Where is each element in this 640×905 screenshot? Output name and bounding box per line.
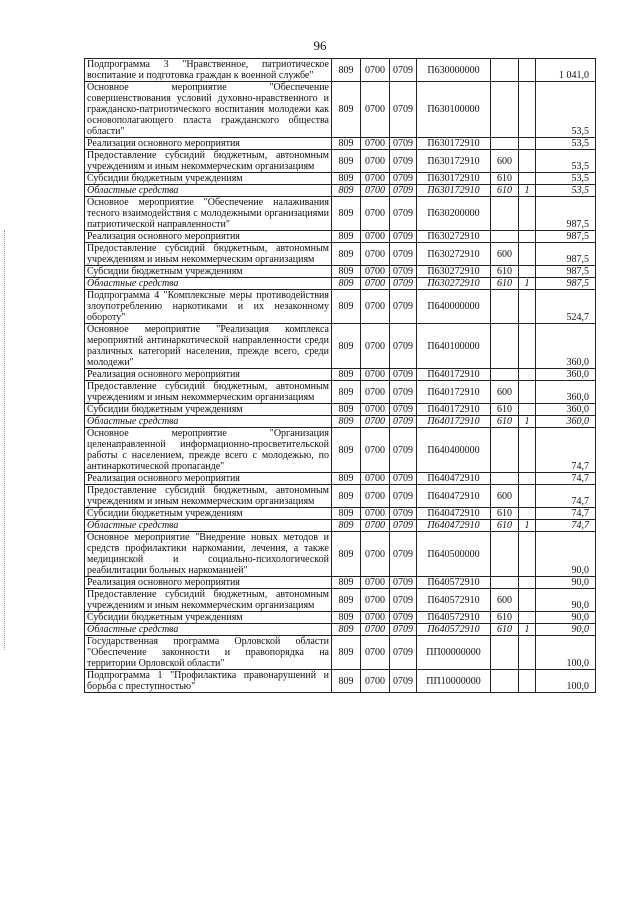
ved-code: 809	[332, 473, 361, 485]
target-article-code: П640100000	[417, 324, 491, 369]
row-name: Реализация основного мероприятия	[85, 473, 332, 485]
target-article-code: П630172910	[417, 138, 491, 150]
section-code: 0700	[361, 532, 390, 577]
section-code: 0700	[361, 369, 390, 381]
subsection-code: 0709	[390, 485, 417, 508]
section-code: 0700	[361, 173, 390, 185]
funding-source-code	[519, 577, 536, 589]
target-article-code: П640472910	[417, 473, 491, 485]
target-article-code: П630172910	[417, 150, 491, 173]
amount: 987,5	[536, 278, 596, 290]
section-code: 0700	[361, 381, 390, 404]
ved-code: 809	[332, 266, 361, 278]
ved-code: 809	[332, 82, 361, 138]
funding-source-code	[519, 381, 536, 404]
row-name: Предоставление субсидий бюджетным, автономным учреждениям и иным некоммерческим организациям	[85, 381, 332, 404]
subsection-code: 0709	[390, 82, 417, 138]
ved-code: 809	[332, 589, 361, 612]
subsection-code: 0709	[390, 278, 417, 290]
target-article-code: П640472910	[417, 520, 491, 532]
expense-type-code	[491, 231, 519, 243]
amount: 90,0	[536, 589, 596, 612]
amount: 90,0	[536, 532, 596, 577]
section-code: 0700	[361, 231, 390, 243]
table-row	[85, 290, 596, 324]
table-row	[85, 577, 596, 589]
target-article-code: П640172910	[417, 381, 491, 404]
expense-type-code: 600	[491, 381, 519, 404]
table-row	[85, 473, 596, 485]
ved-code: 809	[332, 290, 361, 324]
target-article-code: П640172910	[417, 369, 491, 381]
subsection-code: 0709	[390, 243, 417, 266]
funding-source-code: 1	[519, 520, 536, 532]
funding-source-code	[519, 59, 536, 82]
ved-code: 809	[332, 577, 361, 589]
subsection-code: 0709	[390, 231, 417, 243]
table-row	[85, 185, 596, 197]
subsection-code: 0709	[390, 290, 417, 324]
table-row	[85, 589, 596, 612]
section-code: 0700	[361, 278, 390, 290]
section-code: 0700	[361, 243, 390, 266]
subsection-code: 0709	[390, 612, 417, 624]
funding-source-code	[519, 290, 536, 324]
section-code: 0700	[361, 624, 390, 636]
subsection-code: 0709	[390, 404, 417, 416]
ved-code: 809	[332, 243, 361, 266]
amount: 360,0	[536, 381, 596, 404]
row-name: Областные средства	[85, 520, 332, 532]
amount: 74,7	[536, 428, 596, 473]
table-row	[85, 532, 596, 577]
subsection-code: 0709	[390, 138, 417, 150]
section-code: 0700	[361, 197, 390, 231]
amount: 100,0	[536, 636, 596, 670]
funding-source-code: 1	[519, 185, 536, 197]
target-article-code: П640572910	[417, 612, 491, 624]
subsection-code: 0709	[390, 624, 417, 636]
target-article-code: ПП00000000	[417, 636, 491, 670]
ved-code: 809	[332, 138, 361, 150]
target-article-code: П640572910	[417, 589, 491, 612]
target-article-code: П630272910	[417, 231, 491, 243]
row-name: Основное мероприятие "Обеспечение совершенствования условий духовно-нравственного и гражданско-патриотического воспитания молодежи как основополагающего пласта гражданского общества области"	[85, 82, 332, 138]
row-name: Субсидии бюджетным учреждениям	[85, 173, 332, 185]
ved-code: 809	[332, 612, 361, 624]
table-row	[85, 324, 596, 369]
subsection-code: 0709	[390, 59, 417, 82]
section-code: 0700	[361, 150, 390, 173]
ved-code: 809	[332, 278, 361, 290]
funding-source-code	[519, 428, 536, 473]
row-name: Субсидии бюджетным учреждениям	[85, 508, 332, 520]
target-article-code: П630100000	[417, 82, 491, 138]
funding-source-code	[519, 532, 536, 577]
section-code: 0700	[361, 185, 390, 197]
target-article-code: П640472910	[417, 508, 491, 520]
target-article-code: ПП10000000	[417, 670, 491, 693]
table-body	[85, 59, 596, 693]
table-row	[85, 231, 596, 243]
funding-source-code	[519, 485, 536, 508]
ved-code: 809	[332, 381, 361, 404]
table-row	[85, 636, 596, 670]
amount: 74,7	[536, 508, 596, 520]
expense-type-code: 610	[491, 404, 519, 416]
expense-type-code: 610	[491, 508, 519, 520]
row-name: Субсидии бюджетным учреждениям	[85, 266, 332, 278]
subsection-code: 0709	[390, 428, 417, 473]
target-article-code: П630172910	[417, 173, 491, 185]
expense-type-code: 610	[491, 185, 519, 197]
funding-source-code	[519, 670, 536, 693]
table-row	[85, 82, 596, 138]
row-name: Реализация основного мероприятия	[85, 231, 332, 243]
funding-source-code	[519, 404, 536, 416]
amount: 360,0	[536, 404, 596, 416]
funding-source-code	[519, 324, 536, 369]
ved-code: 809	[332, 324, 361, 369]
row-name: Предоставление субсидий бюджетным, автономным учреждениям и иным некоммерческим организациям	[85, 485, 332, 508]
funding-source-code	[519, 508, 536, 520]
row-name: Государственная программа Орловской области "Обеспечение законности и правопорядка на территории Орловской области"	[85, 636, 332, 670]
ved-code: 809	[332, 369, 361, 381]
section-code: 0700	[361, 636, 390, 670]
funding-source-code	[519, 150, 536, 173]
budget-table	[84, 58, 596, 693]
expense-type-code: 600	[491, 150, 519, 173]
funding-source-code	[519, 197, 536, 231]
section-code: 0700	[361, 612, 390, 624]
subsection-code: 0709	[390, 416, 417, 428]
section-code: 0700	[361, 82, 390, 138]
target-article-code: П630272910	[417, 243, 491, 266]
expense-type-code	[491, 290, 519, 324]
ved-code: 809	[332, 670, 361, 693]
table-row	[85, 670, 596, 693]
funding-source-code	[519, 243, 536, 266]
row-name: Областные средства	[85, 416, 332, 428]
subsection-code: 0709	[390, 173, 417, 185]
subsection-code: 0709	[390, 369, 417, 381]
ved-code: 809	[332, 624, 361, 636]
expense-type-code	[491, 59, 519, 82]
table-row	[85, 278, 596, 290]
funding-source-code	[519, 473, 536, 485]
row-name: Основное мероприятие "Организация целенаправленной информационно-просветительской работы с населением, прежде всего с молодежью, по антинаркотической пропаганде"	[85, 428, 332, 473]
funding-source-code: 1	[519, 624, 536, 636]
target-article-code: П640572910	[417, 577, 491, 589]
target-article-code: П640000000	[417, 290, 491, 324]
funding-source-code	[519, 138, 536, 150]
row-name: Областные средства	[85, 278, 332, 290]
funding-source-code	[519, 612, 536, 624]
expense-type-code: 610	[491, 520, 519, 532]
row-name: Основное мероприятие "Внедрение новых методов и средств профилактики наркомании, лечения, а также медицинской и социально-психологической реабилитации больных наркоманией"	[85, 532, 332, 577]
expense-type-code	[491, 138, 519, 150]
amount: 524,7	[536, 290, 596, 324]
section-code: 0700	[361, 290, 390, 324]
amount: 100,0	[536, 670, 596, 693]
funding-source-code: 1	[519, 278, 536, 290]
subsection-code: 0709	[390, 577, 417, 589]
target-article-code: П630272910	[417, 278, 491, 290]
target-article-code: П640172910	[417, 416, 491, 428]
section-code: 0700	[361, 59, 390, 82]
section-code: 0700	[361, 670, 390, 693]
subsection-code: 0709	[390, 508, 417, 520]
expense-type-code	[491, 324, 519, 369]
target-article-code: П630000000	[417, 59, 491, 82]
section-code: 0700	[361, 324, 390, 369]
ved-code: 809	[332, 532, 361, 577]
target-article-code: П640172910	[417, 404, 491, 416]
amount: 987,5	[536, 266, 596, 278]
section-code: 0700	[361, 138, 390, 150]
table-row	[85, 381, 596, 404]
table-row	[85, 197, 596, 231]
expense-type-code	[491, 197, 519, 231]
table-row	[85, 369, 596, 381]
funding-source-code	[519, 82, 536, 138]
subsection-code: 0709	[390, 150, 417, 173]
expense-type-code	[491, 82, 519, 138]
subsection-code: 0709	[390, 589, 417, 612]
amount: 987,5	[536, 231, 596, 243]
target-article-code: П640572910	[417, 624, 491, 636]
row-name: Субсидии бюджетным учреждениям	[85, 404, 332, 416]
row-name: Подпрограмма 4 "Комплексные меры противодействия злоупотреблению наркотиками и их незаконному обороту"	[85, 290, 332, 324]
ved-code: 809	[332, 185, 361, 197]
row-name: Реализация основного мероприятия	[85, 577, 332, 589]
section-code: 0700	[361, 589, 390, 612]
amount: 90,0	[536, 577, 596, 589]
amount: 360,0	[536, 416, 596, 428]
subsection-code: 0709	[390, 381, 417, 404]
table-row	[85, 624, 596, 636]
row-name: Подпрограмма 1 "Профилактика правонарушений и борьба с преступностью"	[85, 670, 332, 693]
amount: 1 041,0	[536, 59, 596, 82]
table-row	[85, 416, 596, 428]
subsection-code: 0709	[390, 473, 417, 485]
ved-code: 809	[332, 416, 361, 428]
page-number: 96	[313, 38, 327, 53]
table-row	[85, 404, 596, 416]
table-row	[85, 508, 596, 520]
amount: 53,5	[536, 138, 596, 150]
ved-code: 809	[332, 59, 361, 82]
row-name: Подпрограмма 3 "Нравственное, патриотическое воспитание и подготовка граждан к военной службе"	[85, 59, 332, 82]
target-article-code: П630200000	[417, 197, 491, 231]
table-row	[85, 243, 596, 266]
subsection-code: 0709	[390, 636, 417, 670]
amount: 74,7	[536, 520, 596, 532]
binding-marks	[4, 230, 11, 650]
amount: 53,5	[536, 185, 596, 197]
subsection-code: 0709	[390, 520, 417, 532]
funding-source-code: 1	[519, 416, 536, 428]
ved-code: 809	[332, 428, 361, 473]
target-article-code: П640472910	[417, 485, 491, 508]
table-row	[85, 266, 596, 278]
target-article-code: П630172910	[417, 185, 491, 197]
table-row	[85, 173, 596, 185]
ved-code: 809	[332, 636, 361, 670]
row-name: Предоставление субсидий бюджетным, автономным учреждениям и иным некоммерческим организациям	[85, 243, 332, 266]
row-name: Реализация основного мероприятия	[85, 138, 332, 150]
funding-source-code	[519, 369, 536, 381]
amount: 360,0	[536, 369, 596, 381]
table-row	[85, 138, 596, 150]
table-row	[85, 59, 596, 82]
subsection-code: 0709	[390, 266, 417, 278]
section-code: 0700	[361, 577, 390, 589]
expense-type-code: 610	[491, 612, 519, 624]
expense-type-code: 610	[491, 624, 519, 636]
row-name: Областные средства	[85, 624, 332, 636]
expense-type-code: 600	[491, 485, 519, 508]
amount: 360,0	[536, 324, 596, 369]
subsection-code: 0709	[390, 185, 417, 197]
section-code: 0700	[361, 404, 390, 416]
funding-source-code	[519, 231, 536, 243]
row-name: Предоставление субсидий бюджетным, автономным учреждениям и иным некоммерческим организациям	[85, 589, 332, 612]
ved-code: 809	[332, 404, 361, 416]
expense-type-code: 610	[491, 173, 519, 185]
subsection-code: 0709	[390, 197, 417, 231]
row-name: Предоставление субсидий бюджетным, автономным учреждениям и иным некоммерческим организациям	[85, 150, 332, 173]
section-code: 0700	[361, 520, 390, 532]
ved-code: 809	[332, 485, 361, 508]
funding-source-code	[519, 173, 536, 185]
amount: 987,5	[536, 243, 596, 266]
expense-type-code: 600	[491, 589, 519, 612]
ved-code: 809	[332, 508, 361, 520]
expense-type-code	[491, 670, 519, 693]
table-row	[85, 485, 596, 508]
amount: 74,7	[536, 485, 596, 508]
row-name: Областные средства	[85, 185, 332, 197]
funding-source-code	[519, 636, 536, 670]
row-name: Основное мероприятие "Обеспечение налаживания тесного взаимодействия с молодежными организациями патриотической направленности"	[85, 197, 332, 231]
section-code: 0700	[361, 485, 390, 508]
amount: 53,5	[536, 173, 596, 185]
amount: 987,5	[536, 197, 596, 231]
expense-type-code: 610	[491, 266, 519, 278]
expense-type-code	[491, 636, 519, 670]
table-row	[85, 612, 596, 624]
target-article-code: П630272910	[417, 266, 491, 278]
section-code: 0700	[361, 508, 390, 520]
expense-type-code: 610	[491, 416, 519, 428]
row-name: Основное мероприятие "Реализация комплекса мероприятий антинаркотической направленности среди различных категорий населения, прежде всего, среди молодежи"	[85, 324, 332, 369]
table-row	[85, 520, 596, 532]
section-code: 0700	[361, 416, 390, 428]
section-code: 0700	[361, 473, 390, 485]
section-code: 0700	[361, 266, 390, 278]
expense-type-code	[491, 428, 519, 473]
ved-code: 809	[332, 150, 361, 173]
ved-code: 809	[332, 173, 361, 185]
amount: 74,7	[536, 473, 596, 485]
amount: 53,5	[536, 82, 596, 138]
section-code: 0700	[361, 428, 390, 473]
table-row	[85, 428, 596, 473]
amount: 53,5	[536, 150, 596, 173]
funding-source-code	[519, 589, 536, 612]
ved-code: 809	[332, 197, 361, 231]
expense-type-code	[491, 577, 519, 589]
subsection-code: 0709	[390, 532, 417, 577]
funding-source-code	[519, 266, 536, 278]
ved-code: 809	[332, 231, 361, 243]
expense-type-code: 610	[491, 278, 519, 290]
subsection-code: 0709	[390, 670, 417, 693]
amount: 90,0	[536, 624, 596, 636]
expense-type-code	[491, 532, 519, 577]
ved-code: 809	[332, 520, 361, 532]
target-article-code: П640500000	[417, 532, 491, 577]
target-article-code: П640400000	[417, 428, 491, 473]
subsection-code: 0709	[390, 324, 417, 369]
expense-type-code: 600	[491, 243, 519, 266]
row-name: Реализация основного мероприятия	[85, 369, 332, 381]
table-row	[85, 150, 596, 173]
row-name: Субсидии бюджетным учреждениям	[85, 612, 332, 624]
expense-type-code	[491, 369, 519, 381]
amount: 90,0	[536, 612, 596, 624]
expense-type-code	[491, 473, 519, 485]
